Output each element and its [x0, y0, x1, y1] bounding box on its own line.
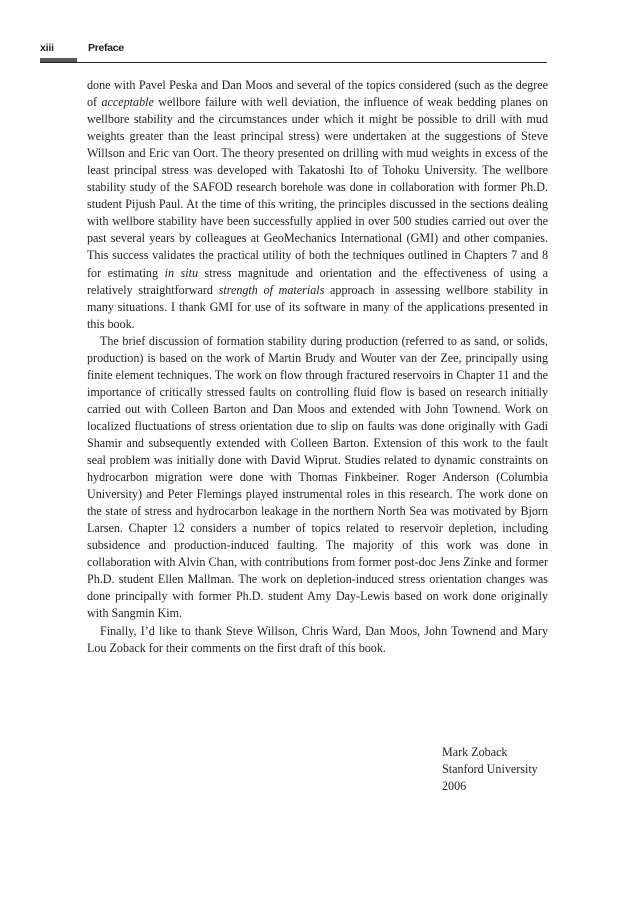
author-affiliation: Stanford University: [442, 762, 538, 777]
running-head: [40, 42, 547, 66]
body-text: [87, 77, 548, 657]
paragraph-1-text-d: approach in assessing wellbore stability in many situations. I thank GMI for use of its software in many of the applications presented in this book.: [87, 282, 548, 331]
paragraph-1: [87, 77, 548, 333]
running-title: Preface: [88, 42, 124, 54]
paragraph-1-text-b: wellbore failure with well deviation, the influence of weak bedding planes on wellbore stability and the circumstances under which it might be possible to drill with mud weights greater than the least principal stress) were undertaken at the suggestions of Steve Willson and Eric van Oort. The theory presented on drilling with mud weights in excess of the least principal stress was developed with Takatoshi Ito of Tohoku University. The wellbore stability study of the SAFOD research borehole was done in collaboration with former Ph.D. student Pijush Paul. At the time of this writing, the principles discussed in the sections dealing with wellbore stability have been successfully applied in over 500 studies carried out over the past several years by colleagues at GeoMechanics International (GMI) and other companies. This success validates the practical utility of both the techniques outlined in Chapters 7 and 8 for estimating: [87, 95, 548, 280]
paragraph-1-text-c: stress magnitude and orientation and the effectiveness of using a relatively straightforward: [87, 265, 549, 297]
page-number: xiii: [40, 42, 54, 54]
author-name: Mark Zoback: [442, 745, 508, 759]
paragraph-3: Finally, I’d like to thank Steve Willson, Chris Ward, Dan Moos, John Townend and Mary Lou Zoback for their comments on the first draft of this book.: [87, 623, 548, 655]
paragraph-1-text-a: done with Pavel Peska and Dan Moos and several of the topics considered (such as the degree of: [87, 78, 548, 110]
paragraph-2: The brief discussion of formation stability during production (referred to as sand, or solids, production) is based on the work of Martin Brudy and Wouter van der Zee, principally using finite element techniques. The work on flow through fractured reservoirs in Chapter 11 and the importance of critically stressed faults on controlling fluid flow is based on research initially carried out with Colleen Barton and Dan Moos and extended with John Townend. Work on localized fluctuations of stress orientation due to slip on faults was done originally with Gadi Shamir and subsequently extended with Colleen Barton. Extension of this work to the fault seal problem was initially done with David Wiprut. Studies related to dynamic constraints on hydrocarbon migration were done with Thomas Finkbeiner. Roger Anderson (Columbia University) and Peter Flemings played instrumental roles in this research. The work done on the state of stress and hydrocarbon leakage in the northern North Sea was motivated by Bjorn Larsen. Chapter 12 considers a number of topics related to reservoir depletion, including subsidence and production-induced faulting. The majority of this work was done in collaboration with Alvin Chan, with contributions from former post-doc Jens Zinke and former Ph.D. student Ellen Mallman. The work on depletion-induced stress orientation changes was done principally with former Ph.D. student Amy Day-Lewis based on work done originally with Sangmin Kim.: [87, 333, 548, 621]
signature-block: [442, 744, 538, 795]
header-rule: [40, 62, 547, 63]
paragraph-1-italic-strength-of-materials: strength of materials: [218, 282, 325, 297]
paragraph-1-italic-in-situ: in situ: [164, 265, 199, 280]
signature-year: 2006: [442, 779, 467, 794]
paragraph-1-italic-acceptable: acceptable: [101, 95, 154, 110]
